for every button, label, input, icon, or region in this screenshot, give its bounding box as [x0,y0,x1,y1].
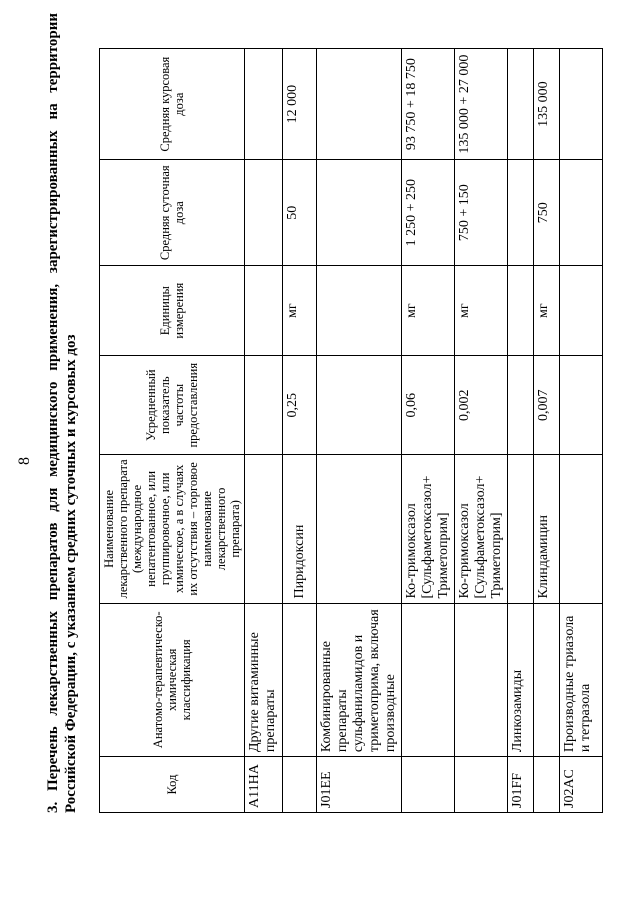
cell-frequency [508,356,534,455]
header-drug-name: Наименование лекарственного препарата (международное непатентованное, или группировочное, или химическое, а в случаях их отсутствия – торговое наименование лекарственного препарата) [100,455,245,603]
header-code: Код [100,757,245,813]
cell-drug-name: Ко-тримоксазол [Сульфаметоксазол+ Триметоприм] [455,455,508,603]
table-row [283,49,317,813]
cell-daily-dose [245,160,283,266]
cell-drug-name [245,455,283,603]
cell-daily-dose: 750 + 150 [455,160,508,266]
cell-frequency: 0,007 [534,356,560,455]
table-row [560,49,603,813]
cell-course-dose: 135 000 [534,49,560,160]
cell-classification: Комбинированные препараты сульфаниламидов и триметоприма, включая производные [317,603,402,757]
cell-code [534,757,560,813]
cell-frequency [245,356,283,455]
cell-daily-dose: 1 250 + 250 [402,160,455,266]
cell-course-dose [245,49,283,160]
section-heading: 3. Перечень лекарственных препаратов для медицинского применения, зарегистрированных на территории Российской Федерации, с указанием средних суточных и курсовых доз [45,13,79,813]
cell-frequency: 0,002 [455,356,508,455]
cell-unit [560,266,603,356]
cell-course-dose [317,49,402,160]
cell-unit [508,266,534,356]
cell-course-dose [508,49,534,160]
cell-frequency: 0,06 [402,356,455,455]
cell-frequency: 0,25 [283,356,317,455]
cell-classification: Линкозамиды [508,603,534,757]
cell-drug-name [560,455,603,603]
table-header-row [100,49,245,813]
cell-unit: мг [283,266,317,356]
cell-daily-dose [508,160,534,266]
cell-code: J02AC [560,757,603,813]
cell-classification: Другие витаминные препараты [245,603,283,757]
cell-course-dose [560,49,603,160]
cell-classification [402,603,455,757]
cell-drug-name [317,455,402,603]
cell-course-dose: 12 000 [283,49,317,160]
table-row [245,49,283,813]
cell-course-dose: 93 750 + 18 750 [402,49,455,160]
header-course-dose: Средняя курсовая доза [100,49,245,160]
cell-frequency [317,356,402,455]
page-number: 8 [16,457,33,465]
cell-unit [245,266,283,356]
cell-drug-name: Клиндамицин [534,455,560,603]
cell-daily-dose: 50 [283,160,317,266]
cell-daily-dose [317,160,402,266]
cell-code [455,757,508,813]
cell-drug-name: Пиридоксин [283,455,317,603]
header-frequency: Усредненный показатель частоты предоставления [100,356,245,455]
cell-classification: Производные триазола и тетразола [560,603,603,757]
header-classification: Анатомо-терапевтическо-химическая классификация [100,603,245,757]
cell-unit: мг [534,266,560,356]
header-daily-dose: Средняя суточная доза [100,160,245,266]
table-row [508,49,534,813]
cell-code: J01EE [317,757,402,813]
cell-unit: мг [402,266,455,356]
drug-table [99,48,603,813]
cell-drug-name [508,455,534,603]
table-row [402,49,455,813]
cell-daily-dose: 750 [534,160,560,266]
cell-frequency [560,356,603,455]
cell-code: A11HA [245,757,283,813]
header-unit: Единицы измерения [100,266,245,356]
cell-code: J01FF [508,757,534,813]
cell-code [402,757,455,813]
cell-classification [283,603,317,757]
cell-course-dose: 135 000 + 27 000 [455,49,508,160]
cell-drug-name: Ко-тримоксазол [Сульфаметоксазол+ Триметоприм] [402,455,455,603]
cell-unit [317,266,402,356]
table-row [317,49,402,813]
cell-classification [455,603,508,757]
table-row [534,49,560,813]
table-row [455,49,508,813]
cell-unit: мг [455,266,508,356]
cell-code [283,757,317,813]
cell-classification [534,603,560,757]
cell-daily-dose [560,160,603,266]
